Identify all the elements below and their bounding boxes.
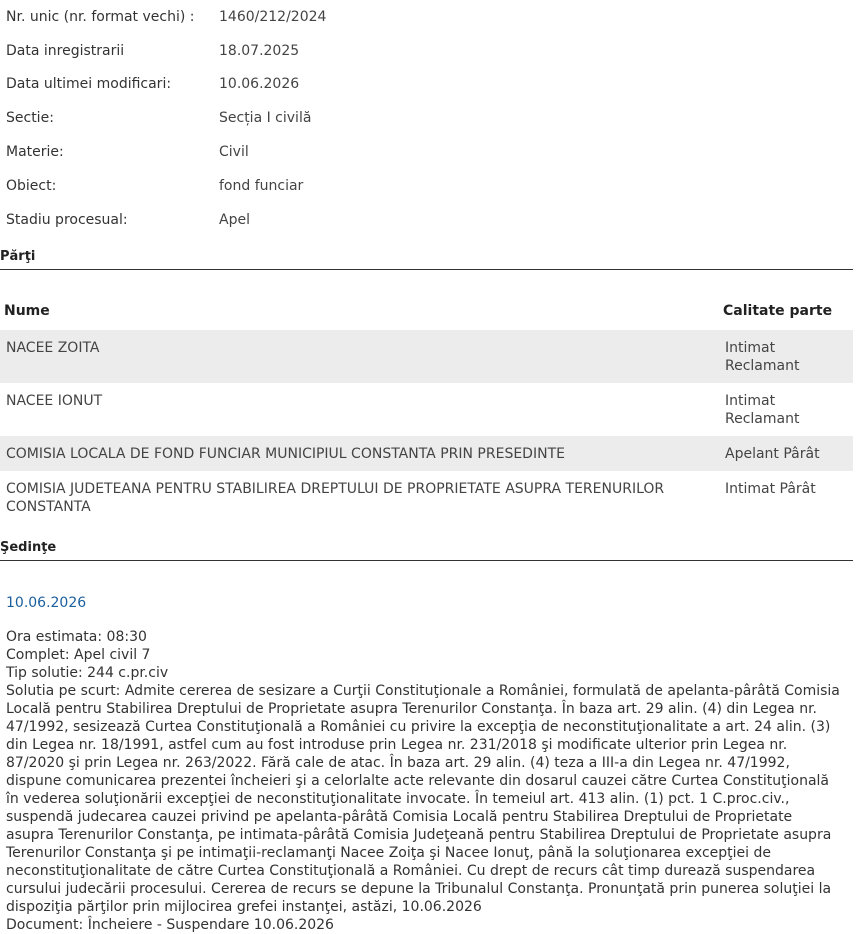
detail-label: Obiect: [6,177,57,194]
detail-label: Sectie: [6,110,54,127]
party-name: NACEE IONUT [6,393,103,409]
detail-row-nr-unic [6,0,846,34]
hearing-solution-summary: Solutia pe scurt: Admite cererea de sesizare a Curţii Constituţionale a României, formulată de apelanta-pârâtă Comisia Locală pentru Stabilirea Dreptului de Proprietate asupra Terenurilor Constanţa. În baza art. 29 alin. (4) din Legea nr. 47/1992, sesizează Curtea Constituţională a României cu privire la excepţia de neconstituţionalitate a art. 24 alin. (3) din Legea nr. 18/1991, astfel cum au fost introduse prin Legea nr. 231/2018 şi modificate ulterior prin Legea nr. 87/2020 şi prin Legea nr. 263/2022. Fără cale de atac. În baza art. 29 alin. (4) teza a III-a din Legea nr. 47/1992, dispune comunicarea prezentei încheieri şi a celorlalte acte relevante din dosarul cauzei către Curtea Constituţională în vederea soluţionării excepţiei de neconstituţionalitate invocate. În temeiul art. 413 alin. (1) pct. 1 C.proc.civ., suspendă judecarea cauzei privind pe apelanta-pârâtă Comisia Locală pentru Stabilirea Dreptului de Proprietate asupra Terenurilor Constanţa, pe intimata-pârâtă Comisia Judeţeană pentru Stabilirea Dreptului de Proprietate asupra Terenurilor Constanţa şi pe intimaţii-reclamanţi Nacee Zoiţa şi Nacee Ionuţ, până la soluţionarea excepţiei de neconstituţionalitate de către Curtea Constituţională a României. Cu drept de recurs cât timp durează suspendarea cursului judecării procesului. Cererea de recurs se depune la Tribunalul Constanţa. Pronunţată prin punerea soluţiei la dispoziţia părţilor prin mijlocirea grefei instanţei, astăzi, 10.06.2026 [6,683,840,915]
detail-row-materie [6,135,846,169]
table-row [0,436,853,471]
detail-label: Nr. unic (nr. format vechi) : [6,8,195,25]
table-row [0,383,853,436]
detail-value: fond funciar [219,177,304,194]
detail-row-data-inregistrarii [6,34,846,68]
hearing-panel: Complet: Apel civil 7 [6,647,151,663]
case-details [6,0,846,237]
hearing-document: Document: Încheiere - Suspendare 10.06.2026 [6,917,334,933]
party-name: COMISIA JUDETEANA PENTRU STABILIREA DREPTULUI DE PROPRIETATE ASUPRA TERENURILOR CONSTANTA [6,481,665,515]
detail-label: Stadiu procesual: [6,211,128,228]
party-name: COMISIA LOCALA DE FOND FUNCIAR MUNICIPIUL CONSTANTA PRIN PRESEDINTE [6,446,565,462]
header-name: Nume [4,303,50,319]
detail-value: Apel [219,211,250,228]
detail-row-data-modificari [6,68,846,102]
detail-row-stadiu [6,203,846,237]
hearing-date: 10.06.2026 [6,595,87,611]
parties-table-header [0,292,853,330]
parties-table [0,292,853,524]
detail-label: Data ultimei modificari: [6,76,172,93]
detail-row-obiect [6,169,846,203]
detail-value: 10.06.2026 [219,76,300,93]
parties-section-title: Părţi [0,249,853,270]
detail-value: 18.07.2025 [219,42,300,59]
hearing-time: Ora estimata: 08:30 [6,629,147,645]
detail-value: Secția I civilă [219,110,312,127]
hearings-section-title: Şedinţe [0,540,853,561]
hearing-solution-type: Tip solutie: 244 c.pr.civ [6,665,169,681]
header-role: Calitate parte [723,303,833,319]
detail-value: Civil [219,144,249,161]
hearing-item [6,594,841,934]
party-role: Apelant Pârât [725,446,820,462]
detail-row-sectie [6,101,846,135]
detail-label: Data inregistrarii [6,42,125,59]
table-row [0,471,853,524]
detail-label: Materie: [6,144,64,161]
party-role: Intimat Reclamant [725,340,800,374]
party-name: NACEE ZOITA [6,340,100,356]
detail-value: 1460/212/2024 [219,8,327,25]
table-row [0,330,853,383]
party-role: Intimat Pârât [725,481,816,497]
hearing-details [6,628,841,934]
party-role: Intimat Reclamant [725,393,800,427]
